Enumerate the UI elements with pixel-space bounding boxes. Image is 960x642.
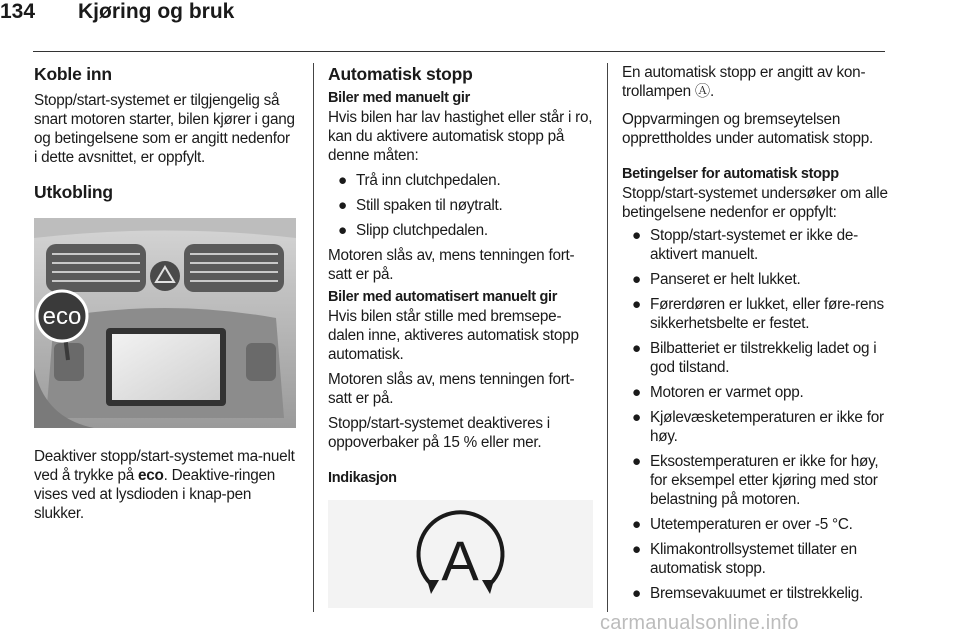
list-item: ● Trå inn clutchpedalen. — [338, 172, 501, 189]
deaktiver-text-1: Deaktiver stopp/start-systemet ma-nuelt ved å trykke på — [34, 448, 295, 484]
paragraph-deaktiver — [34, 447, 296, 523]
bullet-icon: ● — [632, 227, 641, 244]
bullet-icon: ● — [632, 340, 641, 357]
list-betingelser — [622, 226, 890, 603]
watermark: carmanualsonline.info — [600, 612, 799, 634]
list-item: ● Bilbatteriet er tilstrekkelig ladet og i god tilstand. — [632, 340, 877, 376]
subheading-automatisert-gir: Biler med automatisert manuelt gir — [328, 289, 558, 305]
list-item: ● Kjølevæsketemperaturen er ikke for høy. — [632, 409, 884, 445]
bullet-icon: ● — [338, 222, 347, 239]
bullet-icon: ● — [338, 172, 347, 189]
bullet-icon: ● — [632, 541, 641, 558]
heading-automatisk-stopp: Automatisk stopp — [328, 64, 473, 84]
list-item: ● Klimakontrollsystemet tillater en automatisk stopp. — [632, 541, 857, 577]
column-right — [622, 63, 890, 603]
eco-button-label: eco — [42, 303, 82, 330]
auto-stop-indicator-icon — [328, 500, 593, 608]
deaktiver-text-2: . Deaktive-ringen vises ved at lysdioden i knap-pen slukker. — [34, 467, 275, 522]
paragraph-angitt: En automatisk stopp er angitt av kon-trollampen Ⓐ. — [622, 64, 866, 100]
bullet-icon: ● — [632, 384, 641, 401]
bullet-icon: ● — [632, 516, 641, 533]
paragraph-slaas-av-1: Motoren slås av, mens tenningen fort-satt er på. — [328, 247, 575, 283]
page-title: Kjøring og bruk — [78, 0, 235, 23]
subheading-manuelt-gir: Biler med manuelt gir — [328, 90, 470, 106]
paragraph-koble-inn: Stopp/start-systemet er tilgjengelig så snart motoren starter, bilen kjører i gang og betingelsene som er angitt nedenfor i dette avsnittet, er oppfylt. — [34, 92, 295, 166]
header-rule — [33, 51, 885, 52]
eco-keyword: eco — [137, 467, 164, 484]
list-item: ● Still spaken til nøytralt. — [338, 197, 503, 214]
list-item: ● Stopp/start-systemet er ikke de-aktivert manuelt. — [632, 227, 858, 263]
paragraph-slaas-av-2: Motoren slås av, mens tenningen fort-satt er på. — [328, 371, 575, 407]
paragraph-oppvarming: Oppvarmingen og bremseytelsen opprettholdes under automatisk stopp. — [622, 111, 873, 147]
list-item: ● Slipp clutchpedalen. — [338, 222, 488, 239]
page-header — [0, 0, 852, 26]
bullet-icon: ● — [632, 271, 641, 288]
bullet-icon: ● — [632, 453, 641, 470]
list-item: ● Bremsevakuumet er tilstrekkelig. — [632, 585, 864, 602]
list-manuelt-gir — [328, 171, 593, 240]
bullet-icon: ● — [632, 296, 641, 313]
column-divider-2 — [607, 63, 608, 612]
list-item: ● Førerdøren er lukket, eller føre-rens sikkerhetsbelte er festet. — [632, 296, 884, 332]
page-number: 134 — [0, 0, 36, 23]
subheading-betingelser: Betingelser for automatisk stopp — [622, 166, 839, 182]
heading-koble-inn: Koble inn — [34, 64, 112, 84]
heading-indikasjon: Indikasjon — [328, 470, 397, 486]
column-middle — [328, 63, 593, 613]
list-item: ● Utetemperaturen er over -5 °C. — [632, 516, 853, 533]
dashboard-photo — [34, 218, 296, 428]
paragraph-manuelt-gir: Hvis bilen har lav hastighet eller står i ro, kan du aktivere automatisk stopp på denne måten: — [328, 109, 593, 164]
column-left — [34, 63, 296, 523]
bullet-icon: ● — [338, 197, 347, 214]
heading-utkobling: Utkobling — [34, 182, 113, 202]
bullet-icon: ● — [632, 409, 641, 426]
paragraph-automatisert-gir: Hvis bilen står stille med bremsepe-dalen inne, aktiveres automatisk stopp automatisk. — [328, 308, 579, 363]
paragraph-betingelser: Stopp/start-systemet undersøker om alle betingelsene nedenfor er oppfylt: — [622, 185, 888, 221]
list-item: ● Panseret er helt lukket. — [632, 271, 801, 288]
list-item: ● Eksostemperaturen er ikke for høy, for eksempel etter kjøring med stor belastning på motoren. — [632, 453, 879, 508]
paragraph-deaktiveres: Stopp/start-systemet deaktiveres i oppoverbaker på 15 % eller mer. — [328, 415, 550, 451]
column-divider-1 — [313, 63, 314, 612]
bullet-icon: ● — [632, 585, 641, 602]
list-item: ● Motoren er varmet opp. — [632, 384, 804, 401]
auto-stop-indicator-inline-icon: Ⓐ — [694, 83, 710, 100]
indicator-letter: A — [441, 529, 479, 592]
